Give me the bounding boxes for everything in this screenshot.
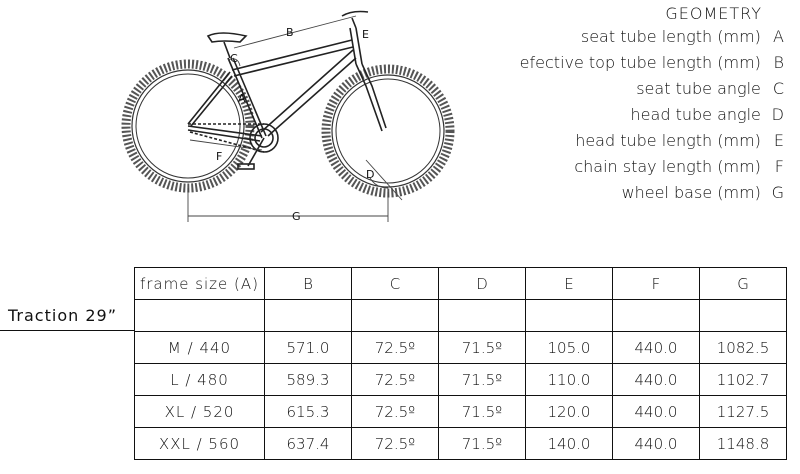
legend-key: D (771, 105, 784, 124)
legend-label: seat tube length (mm) (580, 27, 761, 46)
table-cell: 440.0 (613, 364, 700, 396)
diagram-label-f: F (216, 150, 223, 163)
legend-label: head tube length (mm) (575, 131, 761, 150)
table-header-cell: F (613, 268, 700, 300)
table-cell: 71.5º (439, 428, 526, 460)
legend-key: G (771, 183, 784, 202)
legend-key: F (774, 157, 784, 176)
table-cell: 140.0 (526, 428, 613, 460)
legend-key: C (772, 79, 784, 98)
table-cell (700, 300, 787, 332)
table-cell: XL / 520 (135, 396, 265, 428)
table-row (135, 364, 787, 396)
legend-key: A (773, 27, 784, 46)
table-cell (613, 300, 700, 332)
table-cell: 71.5º (439, 364, 526, 396)
table-header-row (135, 268, 787, 300)
diagram-label-e: E (362, 28, 369, 41)
diagram-label-b: B (286, 26, 294, 39)
table-header-cell: E (526, 268, 613, 300)
legend-label: seat tube angle (636, 79, 761, 98)
table-header-cell: G (700, 268, 787, 300)
table-cell: 1148.8 (700, 428, 787, 460)
legend-label: wheel base (mm) (621, 183, 761, 202)
geometry-legend (520, 4, 784, 206)
table-cell: 615.3 (265, 396, 352, 428)
geometry-table (134, 267, 787, 460)
diagram-label-c: C (230, 52, 238, 65)
table-cell (135, 300, 265, 332)
table-empty-row (135, 300, 787, 332)
legend-row-c (520, 76, 784, 102)
table-cell: M / 440 (135, 332, 265, 364)
table-cell: 110.0 (526, 364, 613, 396)
table-cell: L / 480 (135, 364, 265, 396)
table-cell: 120.0 (526, 396, 613, 428)
table-cell: 71.5º (439, 332, 526, 364)
diagram-label-d: D (366, 168, 375, 181)
table-row (135, 396, 787, 428)
table-cell: 72.5º (352, 332, 439, 364)
table-header-cell: C (352, 268, 439, 300)
table-cell: 72.5º (352, 428, 439, 460)
legend-row-g (520, 180, 784, 206)
table-cell: 72.5º (352, 396, 439, 428)
table-row (135, 332, 787, 364)
table-header-cell: D (439, 268, 526, 300)
table-cell: 1102.7 (700, 364, 787, 396)
table-cell: 637.4 (265, 428, 352, 460)
table-cell: 1082.5 (700, 332, 787, 364)
legend-label: head tube angle (630, 105, 761, 124)
table-cell: 440.0 (613, 396, 700, 428)
table-cell: XXL / 560 (135, 428, 265, 460)
legend-row-d (520, 102, 784, 128)
legend-label: efective top tube length (mm) (519, 53, 761, 72)
table-cell: 571.0 (265, 332, 352, 364)
legend-label: chain stay length (mm) (574, 157, 761, 176)
model-name: Traction 29” (8, 306, 117, 325)
table-header-cell: frame size (A) (135, 268, 265, 300)
table-cell: 1127.5 (700, 396, 787, 428)
table-cell (352, 300, 439, 332)
table-cell: 71.5º (439, 396, 526, 428)
diagram-label-a: A (238, 92, 246, 105)
table-cell: 72.5º (352, 364, 439, 396)
legend-row-e (520, 128, 784, 154)
legend-row-a (520, 24, 784, 50)
legend-title: GEOMETRY (665, 4, 762, 23)
diagram-label-g: G (292, 210, 301, 223)
bike-geometry-diagram (120, 0, 540, 240)
model-underline (0, 330, 134, 331)
legend-key: E (773, 131, 784, 150)
front-wheel (326, 69, 450, 193)
table-header-cell: B (265, 268, 352, 300)
table-cell (439, 300, 526, 332)
legend-row-f (520, 154, 784, 180)
table-cell (265, 300, 352, 332)
table-cell: 589.3 (265, 364, 352, 396)
legend-key: B (773, 53, 784, 72)
dimension-lines (188, 16, 402, 222)
table-cell: 105.0 (526, 332, 613, 364)
table-row (135, 428, 787, 460)
legend-row-b (520, 50, 784, 76)
table-cell (526, 300, 613, 332)
table-cell: 440.0 (613, 428, 700, 460)
table-cell: 440.0 (613, 332, 700, 364)
